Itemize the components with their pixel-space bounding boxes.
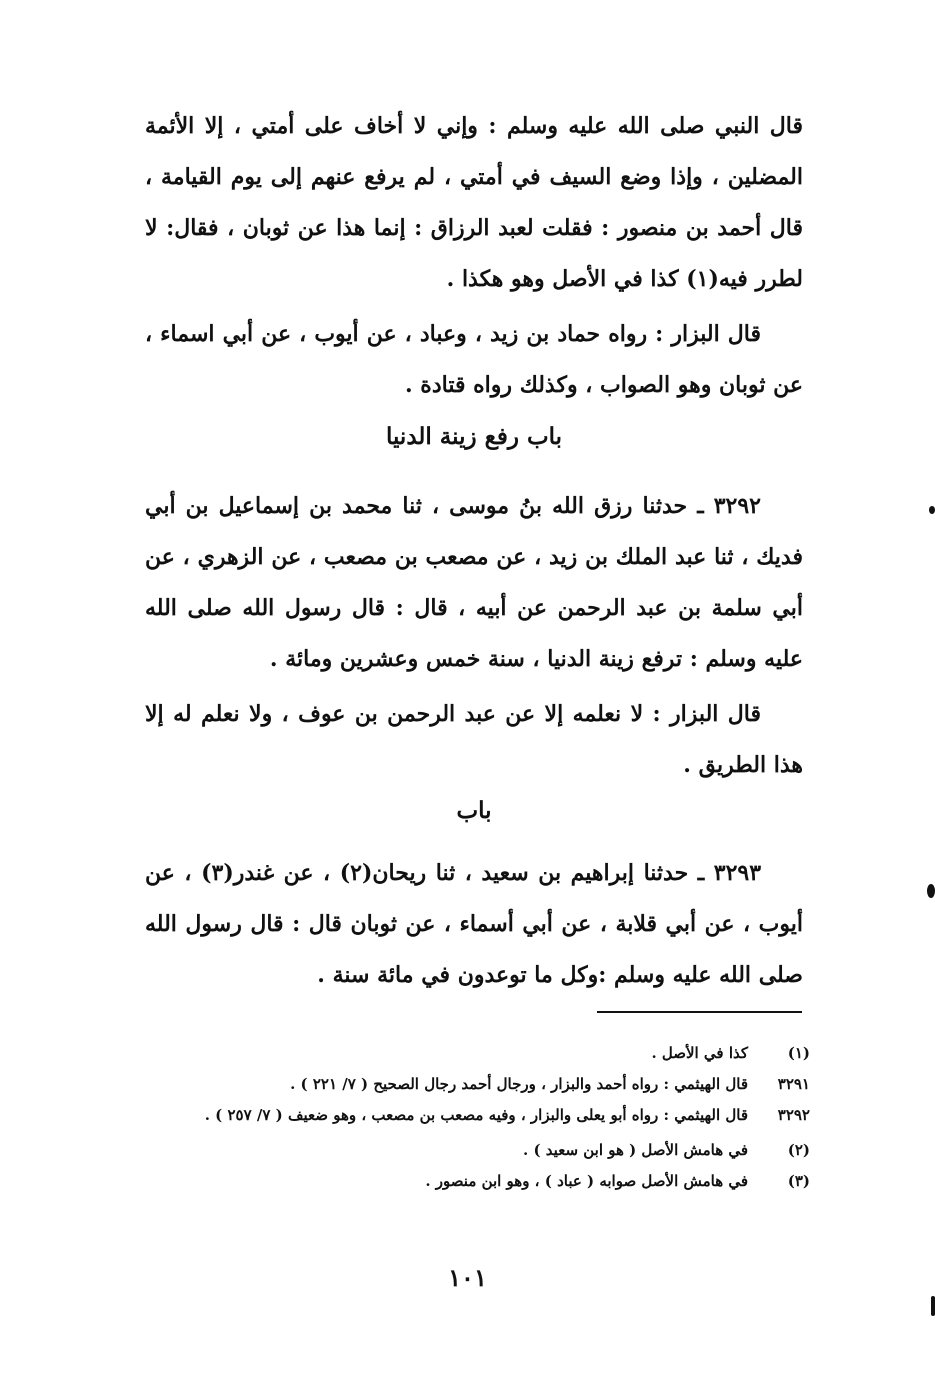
footnote-mark: (٣) <box>787 1172 810 1190</box>
footnote-mark: ٣٢٩١ <box>777 1075 810 1093</box>
top-text-block <box>145 101 803 411</box>
footnote-text: كذا في الأصل . <box>651 1044 748 1062</box>
footnote-item <box>145 1166 810 1197</box>
footnote-divider <box>597 1011 802 1013</box>
section-heading-bab: باب <box>456 797 492 824</box>
page-number: ١٠١ <box>448 1263 487 1292</box>
footnotes-section <box>145 1038 810 1197</box>
scan-mark <box>927 884 935 898</box>
footnote-mark: (١) <box>787 1044 810 1062</box>
footnote-text: في هامش الأصل ( هو ابن سعيد ) . <box>523 1141 748 1159</box>
footnote-item <box>145 1135 810 1166</box>
paragraph-bazzar-comment-2: قال البزار : لا نعلمه إلا عن عبد الرحمن بن عوف ، ولا نعلم له إلا هذا الطريق . <box>145 701 803 778</box>
footnote-item <box>145 1069 810 1100</box>
section-heading-zinat-al-dunya: باب رفع زينة الدنيا <box>385 423 563 450</box>
footnote-item <box>145 1100 810 1131</box>
paragraph-hadith-continuation: قال النبي صلى الله عليه وسلم : وإني لا أخاف على أمتي ، إلا الأئمة المضلين ، وإذا وضع السيف في أمتي ، لم يرفع عنهم إلى يوم القيامة ، قال أحمد بن منصور : فقلت لعبد الرزاق : إنما هذا عن ثوبان ، فقال: لا لطرر فيه(١) كذا في الأصل وهو هكذا . <box>145 113 803 292</box>
footnote-text: قال الهيثمي : رواه أبو يعلى والبزار ، وفيه مصعب بن مصعب ، وهو ضعيف ( ٧/ ٢٥٧ ) . <box>204 1106 748 1124</box>
footnote-text: قال الهيثمي : رواه أحمد والبزار ، ورجال أحمد رجال الصحيح ( ٧/ ٢٢١ ) . <box>290 1075 748 1093</box>
middle-text-block <box>145 481 803 791</box>
footnote-text: في هامش الأصل صوابه ( عباد ) ، وهو ابن منصور . <box>425 1172 748 1190</box>
bottom-text-block <box>145 848 803 1001</box>
paragraph-hadith-3293: ٣٢٩٣ ـ حدثنا إبراهيم بن سعيد ، ثنا ريحان(٢) ، عن غندر(٣) ، عن أيوب ، عن أبي قلابة ، عن أبي أسماء ، عن ثوبان قال : قال رسول الله صلى الله عليه وسلم :وكل ما توعدون في مائة سنة . <box>145 860 803 988</box>
paragraph-bazzar-comment-1: قال البزار : رواه حماد بن زيد ، وعباد ، عن أيوب ، عن أبي اسماء ، عن ثوبان وهو الصواب ، وكذلك رواه قتادة . <box>145 321 803 398</box>
scan-mark <box>931 1296 935 1316</box>
scan-mark <box>929 506 935 514</box>
footnote-item <box>145 1038 810 1069</box>
paragraph-hadith-3292: ٣٢٩٢ ـ حدثنا رزق الله بنُ موسى ، ثنا محمد بن إسماعيل بن أبي فديك ، ثنا عبد الملك بن زيد ، عن مصعب بن مصعب ، عن الزهري ، عن أبي سلمة بن عبد الرحمن عن أبيه ، قال : قال رسول الله صلى الله عليه وسلم : ترفع زينة الدنيا ، سنة خمس وعشرين ومائة . <box>145 493 803 672</box>
footnote-mark: ٣٢٩٢ <box>777 1106 810 1124</box>
footnote-mark: (٢) <box>787 1141 810 1159</box>
